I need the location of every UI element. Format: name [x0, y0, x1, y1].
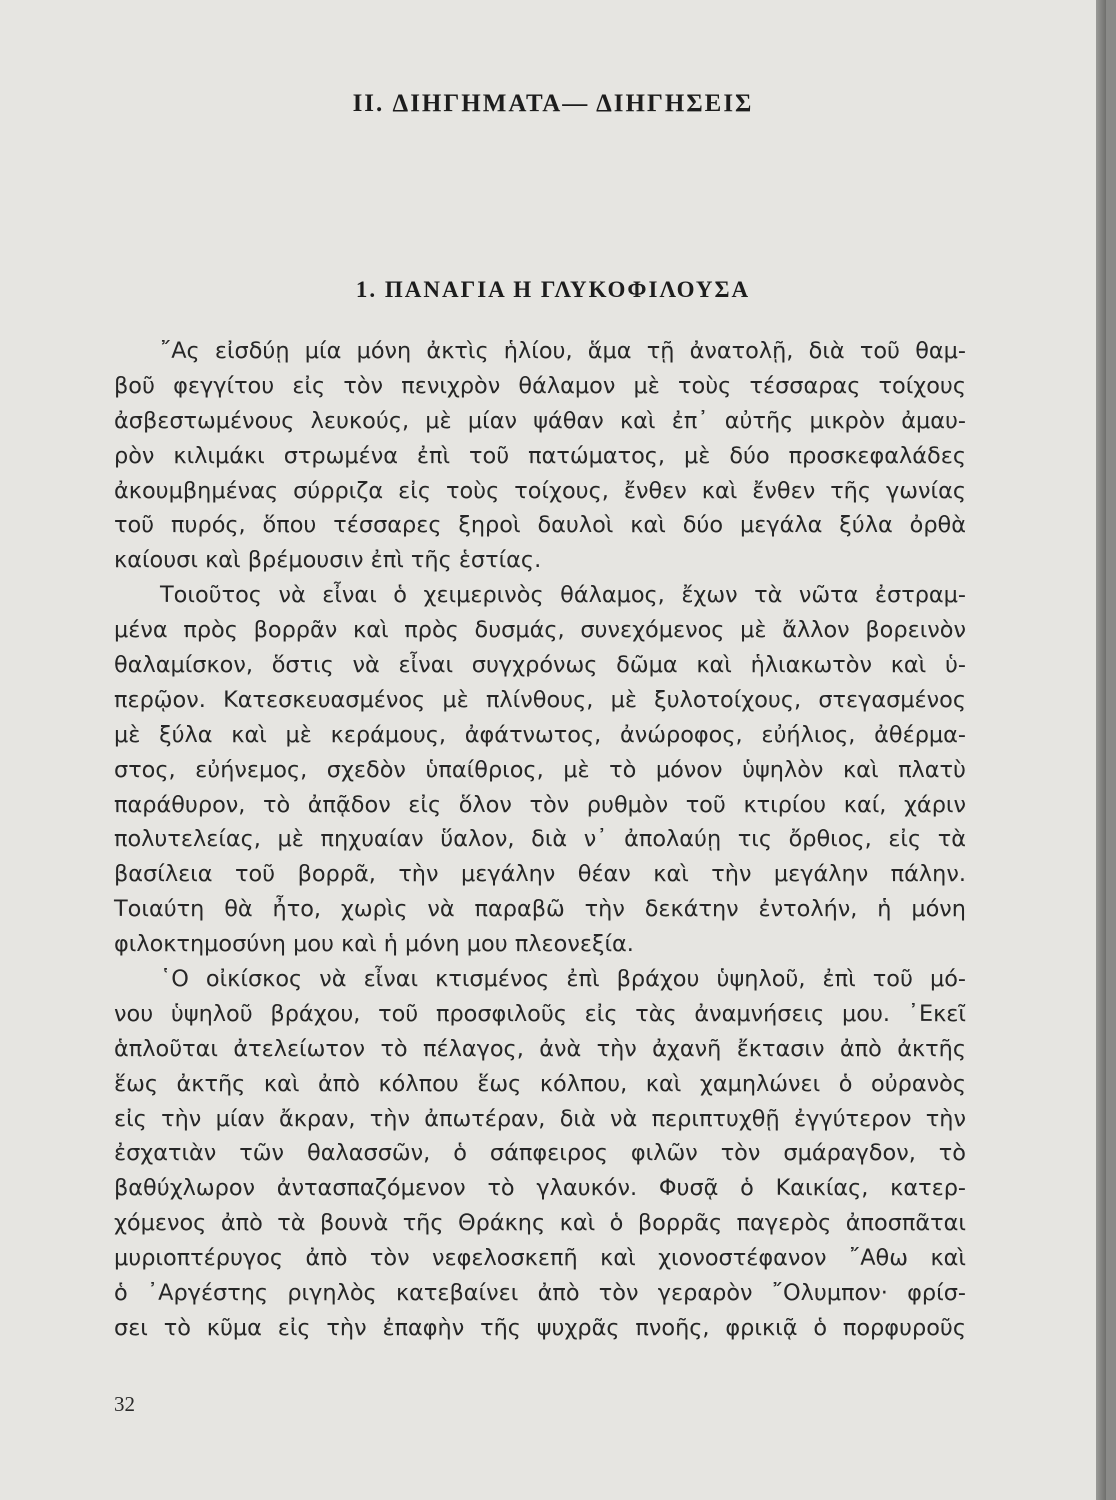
text-line: νου ὑψηλοῦ βράχου, τοῦ προσφιλοῦς εἰς τὰς ἀναμνήσεις μου. ᾿Εκεῖ [114, 1000, 966, 1027]
text-line: ἐσχατιὰν τῶν θαλασσῶν, ὁ σάπφειρος φιλῶν τὸν σμάραγδον, τὸ [114, 1140, 966, 1167]
text-line: εἰς τὴν μίαν ἄκραν, τὴν ἀπωτέραν, διὰ νὰ περιπτυχθῇ ἐγγύτερον τὴν [114, 1105, 966, 1132]
body-text [114, 334, 966, 1346]
text-line: παράθυρον, τὸ ἀπᾷδον εἰς ὅλον τὸν ρυθμὸν τοῦ κτιρίου καί, χάριν [114, 791, 966, 818]
text-line: ἕως ἀκτῆς καὶ ἀπὸ κόλπου ἕως κόλπου, καὶ χαμηλώνει ὁ οὐρανὸς [114, 1070, 966, 1097]
text-line: ῎Ας εἰσδύῃ μία μόνη ἀκτὶς ἡλίου, ἅμα τῇ ἀνατολῇ, διὰ τοῦ θαμ- [160, 338, 966, 364]
text-line: σει τὸ κῦμα εἰς τὴν ἐπαφὴν τῆς ψυχρᾶς πνοῆς, φρικιᾷ ὁ πορφυροῦς [114, 1314, 966, 1341]
text-line: πολυτελείας, μὲ πηχυαίαν ὕαλον, διὰ ν᾽ ἀπολαύῃ τις ὄρθιος, εἰς τὰ [114, 826, 966, 853]
text-line: χόμενος ἀπὸ τὰ βουνὰ τῆς Θράκης καὶ ὁ βορρᾶς παγερὸς ἀποσπᾶται [114, 1210, 966, 1237]
text-line: τοῦ πυρός, ὅπου τέσσαρες ξηροὶ δαυλοὶ καὶ δύο μεγάλα ξύλα ὀρθὰ [114, 512, 966, 539]
text-line: μυριοπτέρυγος ἀπὸ τὸν νεφελοσκεπῆ καὶ χιονοστέφανον ῎Αθω καὶ [114, 1245, 966, 1272]
text-line: φιλοκτημοσύνη μου καὶ ἡ μόνη μου πλεονεξία. [114, 931, 634, 958]
page-number: 32 [114, 1392, 135, 1416]
text-line: περῷον. Κατεσκευασμένος μὲ πλίνθους, μὲ ξυλοτοίχους, στεγασμένος [114, 686, 966, 713]
text-line: βασίλεια τοῦ βορρᾶ, τὴν μεγάλην θέαν καὶ τὴν μεγάλην πάλην. [114, 861, 966, 888]
text-line: Τοιαύτη θὰ ἦτο, χωρὶς νὰ παραβῶ τὴν δεκάτην ἐντολήν, ἡ μόνη [114, 896, 966, 923]
text-line: Τοιοῦτος νὰ εἶναι ὁ χειμερινὸς θάλαμος, ἔχων τὰ νῶτα ἐστραμ- [160, 582, 966, 609]
page-edge-shadow [1096, 0, 1106, 1500]
text-line: ὁ ᾿Αργέστης ριγηλὸς κατεβαίνει ἀπὸ τὸν γεραρὸν ῎Ολυμπον· φρίσ- [114, 1280, 966, 1307]
text-line: θαλαμίσκον, ὅστις νὰ εἶναι συγχρόνως δῶμα καὶ ἡλιακωτὸν καὶ ὑ- [114, 652, 966, 679]
text-line: ἁπλοῦται ἀτελείωτον τὸ πέλαγος, ἀνὰ τὴν ἀχανῆ ἔκτασιν ἀπὸ ἀκτῆς [114, 1035, 966, 1062]
chapter-title: II. ΔΙΗΓΗΜΑΤΑ— ΔΙΗΓΗΣΕΙΣ [352, 90, 754, 117]
text-line: ἀκουμβημένας σύρριζα εἰς τοὺς τοίχους, ἔνθεν καὶ ἔνθεν τῆς γωνίας [114, 477, 966, 504]
section-title: 1. ΠΑΝΑΓΙΑ Η ΓΛΥΚΟΦΙΛΟΥΣΑ [355, 277, 751, 302]
text-line: καίουσι καὶ βρέμουσιν ἐπὶ τῆς ἑστίας. [114, 547, 542, 574]
text-line: ἀσβεστωμένους λευκούς, μὲ μίαν ψάθαν καὶ ἐπ᾽ αὐτῆς μικρὸν ἀμαυ- [114, 407, 966, 434]
text-line: ῾Ο οἰκίσκος νὰ εἶναι κτισμένος ἐπὶ βράχου ὑψηλοῦ, ἐπὶ τοῦ μό- [160, 966, 966, 993]
text-line: βαθύχλωρον ἀντασπαζόμενον τὸ γλαυκόν. Φυσᾷ ὁ Καικίας, κατερ- [114, 1175, 966, 1202]
text-line: ρὸν κιλιμάκι στρωμένα ἐπὶ τοῦ πατώματος, μὲ δύο προσκεφαλάδες [114, 442, 966, 469]
text-line: βοῦ φεγγίτου εἰς τὸν πενιχρὸν θάλαμον μὲ τοὺς τέσσαρας τοίχους [114, 372, 966, 399]
text-line: στος, εὐήνεμος, σχεδὸν ὑπαίθριος, μὲ τὸ μόνον ὑψηλὸν καὶ πλατὺ [114, 756, 966, 783]
text-line: μένα πρὸς βορρᾶν καὶ πρὸς δυσμάς, συνεχόμενος μὲ ἄλλον βορεινὸν [114, 617, 966, 644]
text-line: μὲ ξύλα καὶ μὲ κεράμους, ἀφάτνωτος, ἀνώροφος, εὐήλιος, ἀθέρμα- [114, 721, 966, 748]
